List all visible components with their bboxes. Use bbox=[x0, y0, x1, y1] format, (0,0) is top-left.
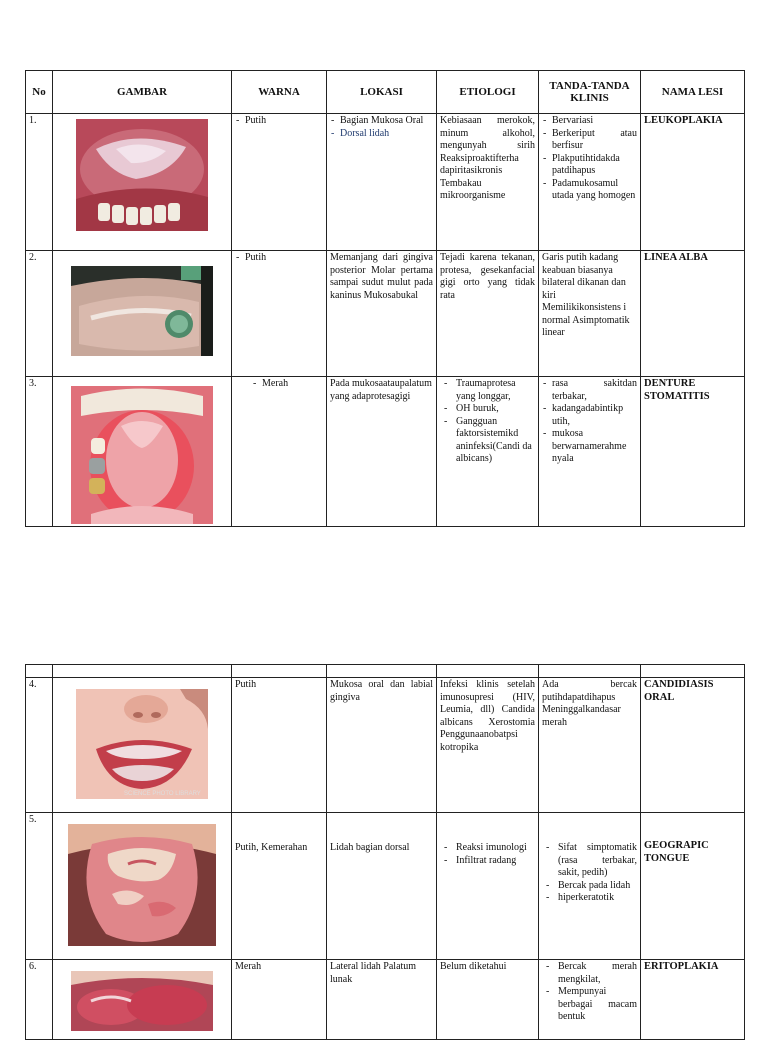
nama-lesi: ERITOPLAKIA bbox=[641, 960, 745, 1040]
lokasi-cell: Memanjang dari gingiva posterior Molar pertama sampai sudut mulut pada kaninus Mukosabukal bbox=[327, 251, 437, 377]
table-row bbox=[26, 114, 745, 251]
table-row bbox=[26, 377, 745, 527]
header-row bbox=[26, 71, 745, 114]
tanda-item: - Bercak pada lidah bbox=[542, 880, 637, 893]
header-nama: NAMA LESI bbox=[641, 71, 745, 114]
etiologi-item: - Traumaprotesa yang longgar, bbox=[440, 378, 535, 403]
header-lokasi: LOKASI bbox=[327, 71, 437, 114]
tanda-item: - Padamukosamul utada yang homogen bbox=[542, 178, 637, 203]
nama-lesi: LINEA ALBA bbox=[641, 251, 745, 377]
lesion-image-cell bbox=[53, 377, 232, 527]
tanda-cell: Ada bercak putihdapatdihapus Meninggalkandasar merah bbox=[539, 678, 641, 813]
denture-stomatitis-photo bbox=[71, 386, 213, 524]
candidiasis-photo bbox=[76, 689, 208, 799]
etiologi-cell bbox=[437, 813, 539, 960]
lokasi-cell: Pada mukosaataupalatum yang adaprotesagigi bbox=[327, 377, 437, 527]
table-lesions-2 bbox=[25, 664, 745, 1040]
row-number: 5. bbox=[26, 813, 53, 960]
row-number: 4. bbox=[26, 678, 53, 813]
lokasi-item: - Bagian Mukosa Oral bbox=[330, 115, 433, 128]
etiologi-cell bbox=[437, 377, 539, 527]
nama-lesi: CANDIDIASIS ORAL bbox=[641, 678, 745, 813]
tanda-item: - Plakputihtidakda patdihapus bbox=[542, 153, 637, 178]
warna-cell: Merah bbox=[232, 960, 327, 1040]
nama-lesi: GEOGRAPIC TONGUE bbox=[641, 813, 745, 960]
lokasi-cell: Lateral lidah Palatum lunak bbox=[327, 960, 437, 1040]
geographic-tongue-photo bbox=[68, 824, 216, 946]
tanda-cell bbox=[539, 960, 641, 1040]
table-lesions-1 bbox=[25, 70, 745, 527]
lesion-image-cell bbox=[53, 960, 232, 1040]
header-warna: WARNA bbox=[232, 71, 327, 114]
etiologi-cell: Belum diketahui bbox=[437, 960, 539, 1040]
tanda-item: - Sifat simptomatik (rasa terbakar, sakit, pedih) bbox=[542, 842, 637, 880]
table-row bbox=[26, 251, 745, 377]
tanda-item: - Mempunyai berbagai macam bentuk bbox=[542, 986, 637, 1024]
table-row bbox=[26, 678, 745, 813]
nama-lesi: LEUKOPLAKIA bbox=[641, 114, 745, 251]
tanda-cell bbox=[539, 377, 641, 527]
tanda-item: - Berkeriput atau berfisur bbox=[542, 128, 637, 153]
table-row bbox=[26, 813, 745, 960]
warna-value: - Putih bbox=[235, 252, 323, 265]
warna-value: - Merah bbox=[252, 378, 323, 391]
lokasi-cell bbox=[327, 114, 437, 251]
header-gambar: GAMBAR bbox=[53, 71, 232, 114]
watermark-text: SCIENCE PHOTO LIBRARY bbox=[124, 791, 201, 797]
lesion-image-cell bbox=[53, 251, 232, 377]
header-no: No bbox=[26, 71, 53, 114]
tanda-item: - Bercak merah mengkilat, bbox=[542, 961, 637, 986]
lesion-image-cell bbox=[53, 813, 232, 960]
linea-alba-photo bbox=[71, 266, 213, 356]
warna-cell bbox=[232, 377, 327, 527]
etiologi-item: - OH buruk, bbox=[440, 403, 535, 416]
etiologi-item: - Reaksi imunologi bbox=[440, 842, 535, 855]
row-number: 2. bbox=[26, 251, 53, 377]
row-number: 1. bbox=[26, 114, 53, 251]
lokasi-cell: Mukosa oral dan labial gingiva bbox=[327, 678, 437, 813]
lesion-image-cell bbox=[53, 114, 232, 251]
row-number: 3. bbox=[26, 377, 53, 527]
etiologi-cell: Tejadi karena tekanan, protesa, gesekanfacial gigi orto yang tidak rata bbox=[437, 251, 539, 377]
tanda-item: - hiperkeratotik bbox=[542, 892, 637, 905]
warna-value: - Putih bbox=[235, 115, 323, 128]
etiologi-item: - Gangguan faktorsistemikd aninfeksi(Candi da albicans) bbox=[440, 416, 535, 466]
tanda-cell bbox=[539, 114, 641, 251]
lesion-image-cell bbox=[53, 678, 232, 813]
lokasi-cell: Lidah bagian dorsal bbox=[327, 813, 437, 960]
etiologi-cell: Infeksi klinis setelah imunosupresi (HIV, Leumia, dll) Candida albicans Xerostomia Penggunaanobatpsi kotropika bbox=[437, 678, 539, 813]
warna-cell bbox=[232, 251, 327, 377]
leukoplakia-photo bbox=[76, 119, 208, 231]
lokasi-item-link[interactable]: - Dorsal lidah bbox=[330, 128, 433, 141]
header-etiologi: ETIOLOGI bbox=[437, 71, 539, 114]
tanda-item: - rasa sakitdan terbakar, bbox=[542, 378, 637, 403]
tanda-item: - kadangadabintikp utih, bbox=[542, 403, 637, 428]
warna-cell: Putih bbox=[232, 678, 327, 813]
row-number: 6. bbox=[26, 960, 53, 1040]
tanda-item: - mukosa berwarnamerahme nyala bbox=[542, 428, 637, 466]
tanda-cell: Garis putih kadang keabuan biasanya bilateral dikanan dan kiri Memilikikonsistens i normal Asimptomatik linear bbox=[539, 251, 641, 377]
warna-cell: Putih, Kemerahan bbox=[232, 813, 327, 960]
warna-cell bbox=[232, 114, 327, 251]
tanda-item: - Bervariasi bbox=[542, 115, 637, 128]
empty-header-row bbox=[26, 665, 745, 678]
etiologi-cell: Kebiasaan merokok, minum alkohol, mengunyah sirih Reaksiproaktifterha dapiritasikronis Tembakau mikroorganisme bbox=[437, 114, 539, 251]
header-tanda: TANDA-TANDA KLINIS bbox=[539, 71, 641, 114]
tanda-cell bbox=[539, 813, 641, 960]
eritoplakia-photo bbox=[71, 971, 213, 1031]
table-row bbox=[26, 960, 745, 1040]
nama-lesi: DENTURE STOMATITIS bbox=[641, 377, 745, 527]
etiologi-item: - Infiltrat radang bbox=[440, 855, 535, 868]
